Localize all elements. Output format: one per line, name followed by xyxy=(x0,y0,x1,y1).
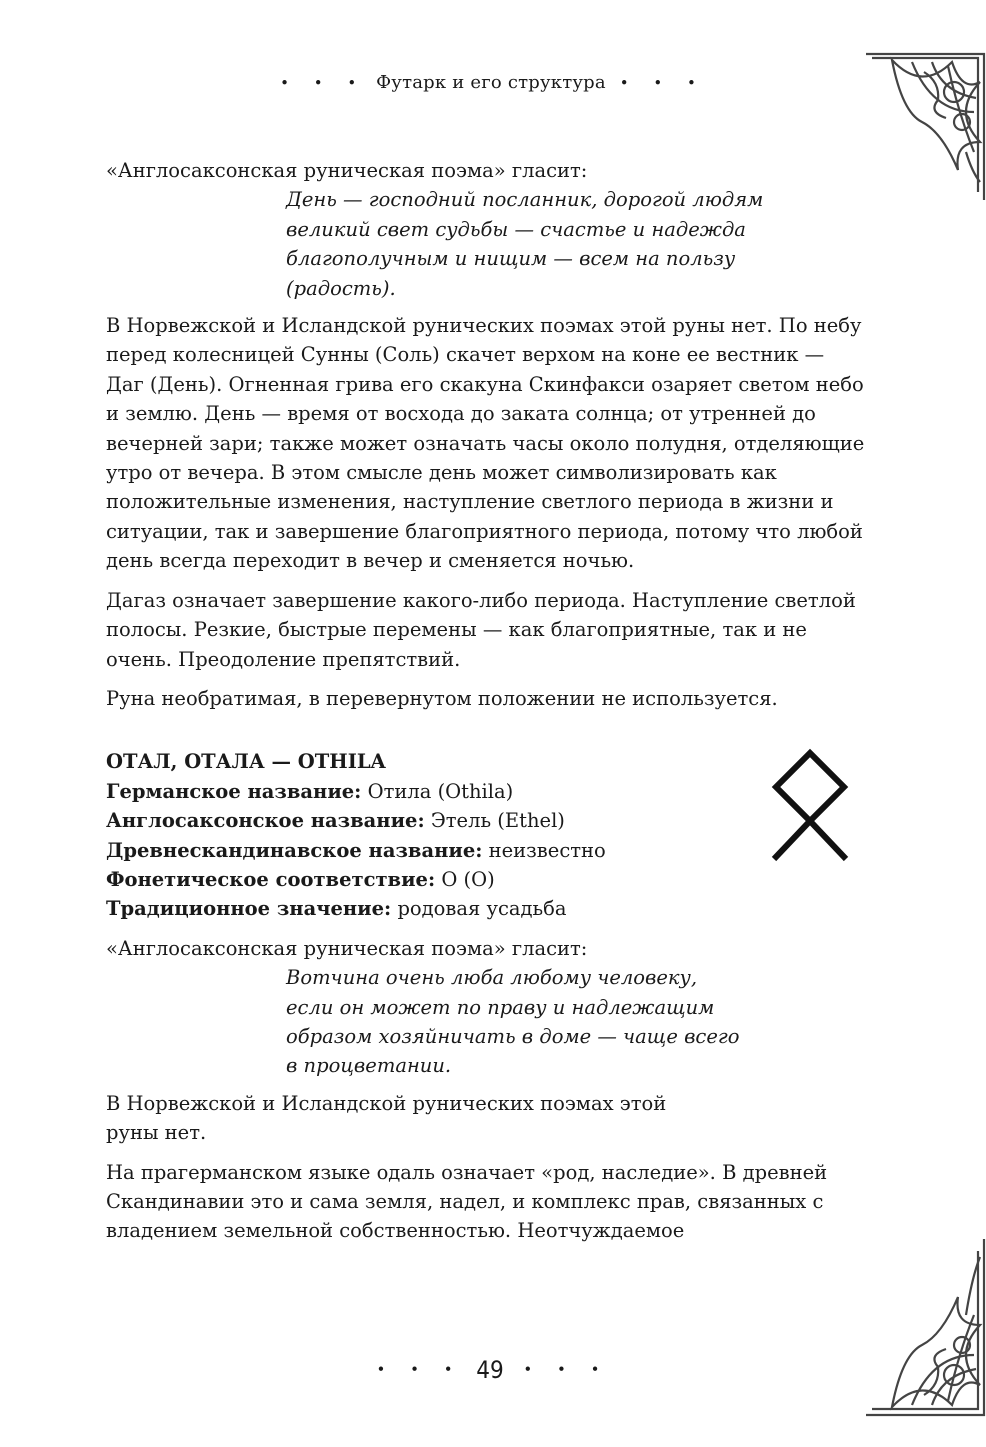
meta-label: Англосаксонское название: xyxy=(106,809,425,833)
meta-label: Древнескандинавское название: xyxy=(106,838,483,862)
poem-line: если он может по праву и надлежащим xyxy=(286,995,715,1019)
poem-line: благополучным и нищим — всем на пользу xyxy=(286,247,736,271)
meta-value: Этель (Ethel) xyxy=(424,809,565,833)
running-header-title: Футарк и его структура xyxy=(376,72,606,93)
othila-rune-icon xyxy=(770,747,850,867)
meta-value: Отила (Othila) xyxy=(361,779,514,803)
rune-meta-line xyxy=(106,894,866,923)
rune-meta-line xyxy=(106,806,866,835)
meta-value: родовая усадьба xyxy=(391,897,567,921)
poem-quote xyxy=(286,963,806,1081)
running-header xyxy=(0,72,986,93)
page-body xyxy=(106,156,866,1256)
poem-line: Вотчина очень люба любому человеку, xyxy=(286,966,698,990)
meta-value: О (О) xyxy=(435,867,495,891)
body-paragraph: На прагерманском языке одаль означает «род, наследие». В древней Скандинавии это и сама земля, надел, и комплекс прав, связанных с владением земельной собственностью. Неотчуждаемое xyxy=(106,1160,828,1243)
meta-label: Фонетическое соответствие: xyxy=(106,867,436,891)
body-paragraph: В Норвежской и Исландской рунических поэмах этой руны нет. По небу перед колесницей Сунны (Соль) скачет верхом на коне ее вестник — Даг (День). Огненная грива его скакуна Скинфакси озаряет светом небо и землю. День — время от восхода до заката солнца; от утренней до вечерней зари; также может означать часы около полудня, отделяющие утро от вечера. В этом смысле день может символизировать как положительные изменения, наступление светлого периода в жизни и ситуации, так и завершение благоприятного периода, потому что любой день всегда переходит в вечер и сменяется ночью. xyxy=(106,314,865,573)
quote-intro: «Англосаксонская руническая поэма» гласит: xyxy=(106,936,588,960)
paragraph-line: руны нет. xyxy=(106,1121,207,1145)
meta-value: неизвестно xyxy=(482,838,606,862)
rune-section-othila xyxy=(106,747,866,923)
body-paragraph xyxy=(106,1089,866,1148)
poem-quote xyxy=(286,185,806,303)
celtic-knot-corner-ornament-bottom xyxy=(862,1237,986,1417)
footer-dots-right: • • • xyxy=(523,1360,610,1379)
rune-meta-line xyxy=(106,836,866,865)
footer-dots-left: • • • xyxy=(376,1360,463,1379)
meta-label: Традиционное значение: xyxy=(106,897,392,921)
poem-line: в процветании. xyxy=(286,1054,452,1078)
rune-meta-line xyxy=(106,777,866,806)
quote-intro: «Англосаксонская руническая поэма» гласит: xyxy=(106,159,588,182)
body-paragraph: Руна необратимая, в перевернутом положении не используется. xyxy=(106,686,778,710)
meta-label: Германское название: xyxy=(106,779,362,803)
celtic-knot-corner-ornament-top xyxy=(862,52,986,202)
page-number: 49 xyxy=(476,1355,504,1384)
rune-meta-line xyxy=(106,865,866,894)
header-dots-left: • • • xyxy=(280,74,367,92)
paragraph-line: В Норвежской и Исландской рунических поэмах этой xyxy=(106,1091,667,1115)
rune-heading: ОТАЛ, ОТАЛА — OTHILA xyxy=(106,750,386,774)
header-dots-right: • • • xyxy=(619,74,706,92)
body-paragraph: Дагаз означает завершение какого-либо периода. Наступление светлой полосы. Резкие, быстрые перемены — как благоприятные, так и не очень. Преодоление препятствий. xyxy=(106,588,856,671)
poem-line: (радость). xyxy=(286,276,396,300)
page-footer xyxy=(0,1354,986,1384)
poem-line: образом хозяйничать в доме — чаще всего xyxy=(286,1024,740,1048)
poem-line: День — господний посланник, дорогой людям xyxy=(286,188,764,212)
poem-line: великий свет судьбы — счастье и надежда xyxy=(286,217,746,241)
